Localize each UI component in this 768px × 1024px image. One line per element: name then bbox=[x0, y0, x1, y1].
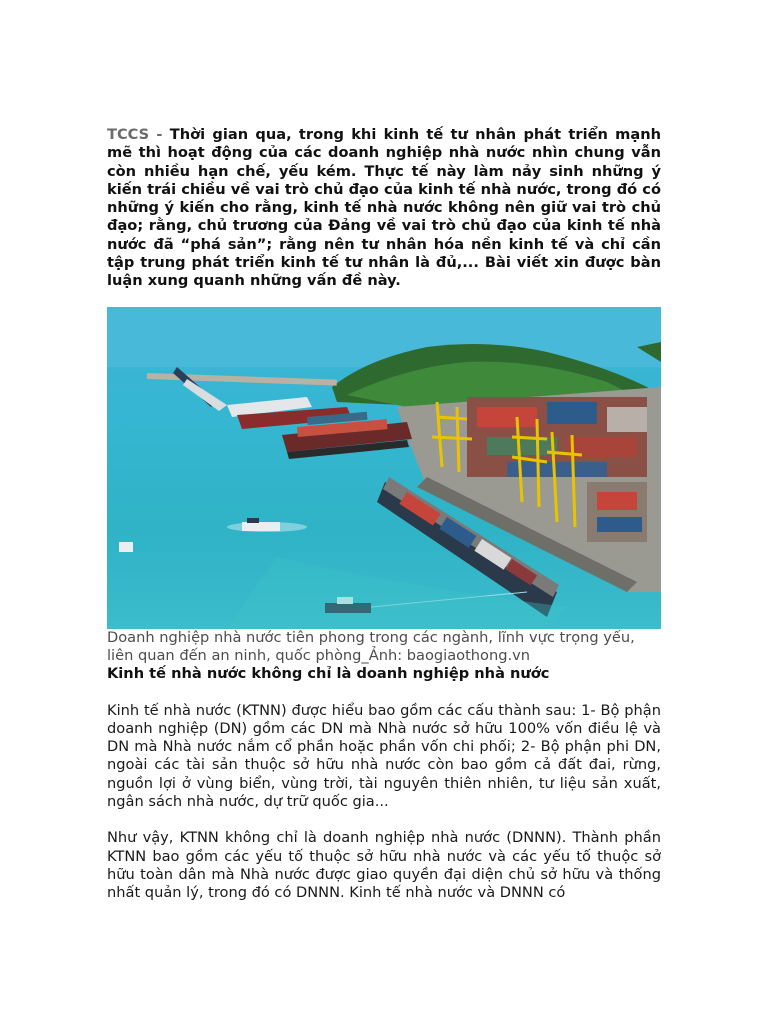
image-caption: Doanh nghiệp nhà nước tiên phong trong các ngành, lĩnh vực trọng yếu, liên quan đến an ninh, quốc phòng_Ảnh: baogiaothong.vn bbox=[107, 628, 635, 664]
port-illustration bbox=[107, 307, 661, 629]
article-lead bbox=[107, 126, 661, 291]
article-body bbox=[107, 126, 661, 903]
section-heading: Kinh tế nhà nước không chỉ là doanh nghiệp nhà nước bbox=[107, 665, 550, 683]
spacer bbox=[107, 811, 661, 829]
paragraph-1: Kinh tế nhà nước (KTNN) được hiểu bao gồm các cấu thành sau: 1- Bộ phận doanh nghiệp (DN) gồm các DN mà Nhà nước sở hữu 100% vốn điều lệ và DN mà Nhà nước nắm cổ phần hoặc phần vốn chi phối; 2- Bộ phận phi DN, ngoài các tài sản thuộc sở hữu nhà nước còn bao gồm cả đất đai, rừng, nguồn lợi ở vùng biển, vùng trời, tài nguyên thiên nhiên, tư liệu sản xuất, ngân sách nhà nước, dự trữ quốc gia... bbox=[107, 701, 661, 811]
source-tag: TCCS - bbox=[107, 126, 170, 143]
lead-text: Thời gian qua, trong khi kinh tế tư nhân phát triển mạnh mẽ thì hoạt động của các doanh nghiệp nhà nước nhìn chung vẫn còn nhiều hạn chế, yếu kém. Thực tế này làm nảy sinh những ý kiến trái chiều về vai trò chủ đạo của kinh tế nhà nước, trong đó có những ý kiến cho rằng, kinh tế nhà nước không nên giữ vai trò chủ đạo; rằng, chủ trương của Đảng về vai trò chủ đạo của kinh tế nhà nước đã “phá sản”; rằng nên tư nhân hóa nền kinh tế và chỉ cần tập trung phát triển kinh tế tư nhân là đủ,... Bài viết xin được bàn luận xung quanh những vấn đề này. bbox=[107, 126, 661, 290]
port-photo bbox=[107, 307, 661, 629]
paragraph-2: Như vậy, KTNN không chỉ là doanh nghiệp nhà nước (DNNN). Thành phần KTNN bao gồm các yếu tố thuộc sở hữu nhà nước và các yếu tố thuộc sở hữu toàn dân mà Nhà nước được giao quyền đại diện chủ sở hữu và thống nhất quản lý, trong đó có DNNN. Kinh tế nhà nước và DNNN có bbox=[107, 829, 661, 902]
spacer bbox=[107, 684, 661, 702]
